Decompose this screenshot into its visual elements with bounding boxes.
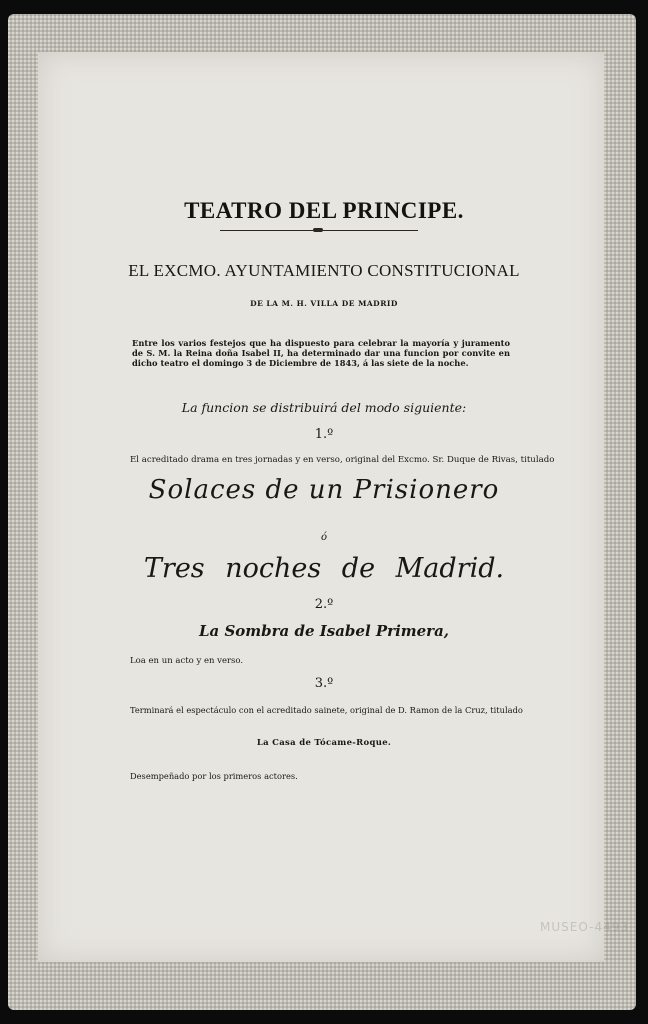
ayuntamiento-heading: EL EXCMO. AYUNTAMIENTO CONSTITUCIONAL (128, 261, 520, 280)
distribution-heading: La funcion se distribuirá del modo siguiente: (181, 400, 467, 415)
part-3-number: 3.º (314, 676, 334, 691)
villa-subheading: DE LA M. H. VILLA DE MADRID (250, 299, 398, 308)
intro-paragraph: Entre los varios festejos que ha dispuesto para celebrar la mayoría y juramento de S. M. la Reina doña Isabel II, ha determinado dar una funcion por convite en dicho teatro el domingo 3 de Diciembre de 1843, á las siete de la noche. (132, 338, 510, 368)
title-conjunction: ó (320, 532, 328, 543)
title-rule-ornament (313, 228, 323, 232)
part-1-number: 1.º (314, 427, 334, 442)
part-2-description: Loa en un acto y en verso. (130, 656, 244, 666)
part-2-title: La Sombra de Isabel Primera, (198, 622, 450, 640)
part-3-title: La Casa de Tócame-Roque. (256, 738, 392, 748)
part-1-title: Solaces de un Prisionero (148, 475, 500, 505)
closing-note: Desempeñado por los primeros actores. (130, 771, 298, 781)
part-2-number: 2.º (314, 597, 334, 612)
museum-stamp: MUSEO-4493 (540, 920, 629, 934)
theatre-title: TEATRO DEL PRINCIPE. (184, 198, 464, 223)
part-1-description: El acreditado drama en tres jornadas y en verso, original del Excmo. Sr. Duque de Rivas, titulado (130, 455, 555, 465)
part-3-description: Terminará el espectáculo con el acreditado sainete, original de D. Ramon de la Cruz, titulado (130, 705, 523, 715)
part-1-subtitle: Tres noches de Madrid. (143, 553, 505, 584)
